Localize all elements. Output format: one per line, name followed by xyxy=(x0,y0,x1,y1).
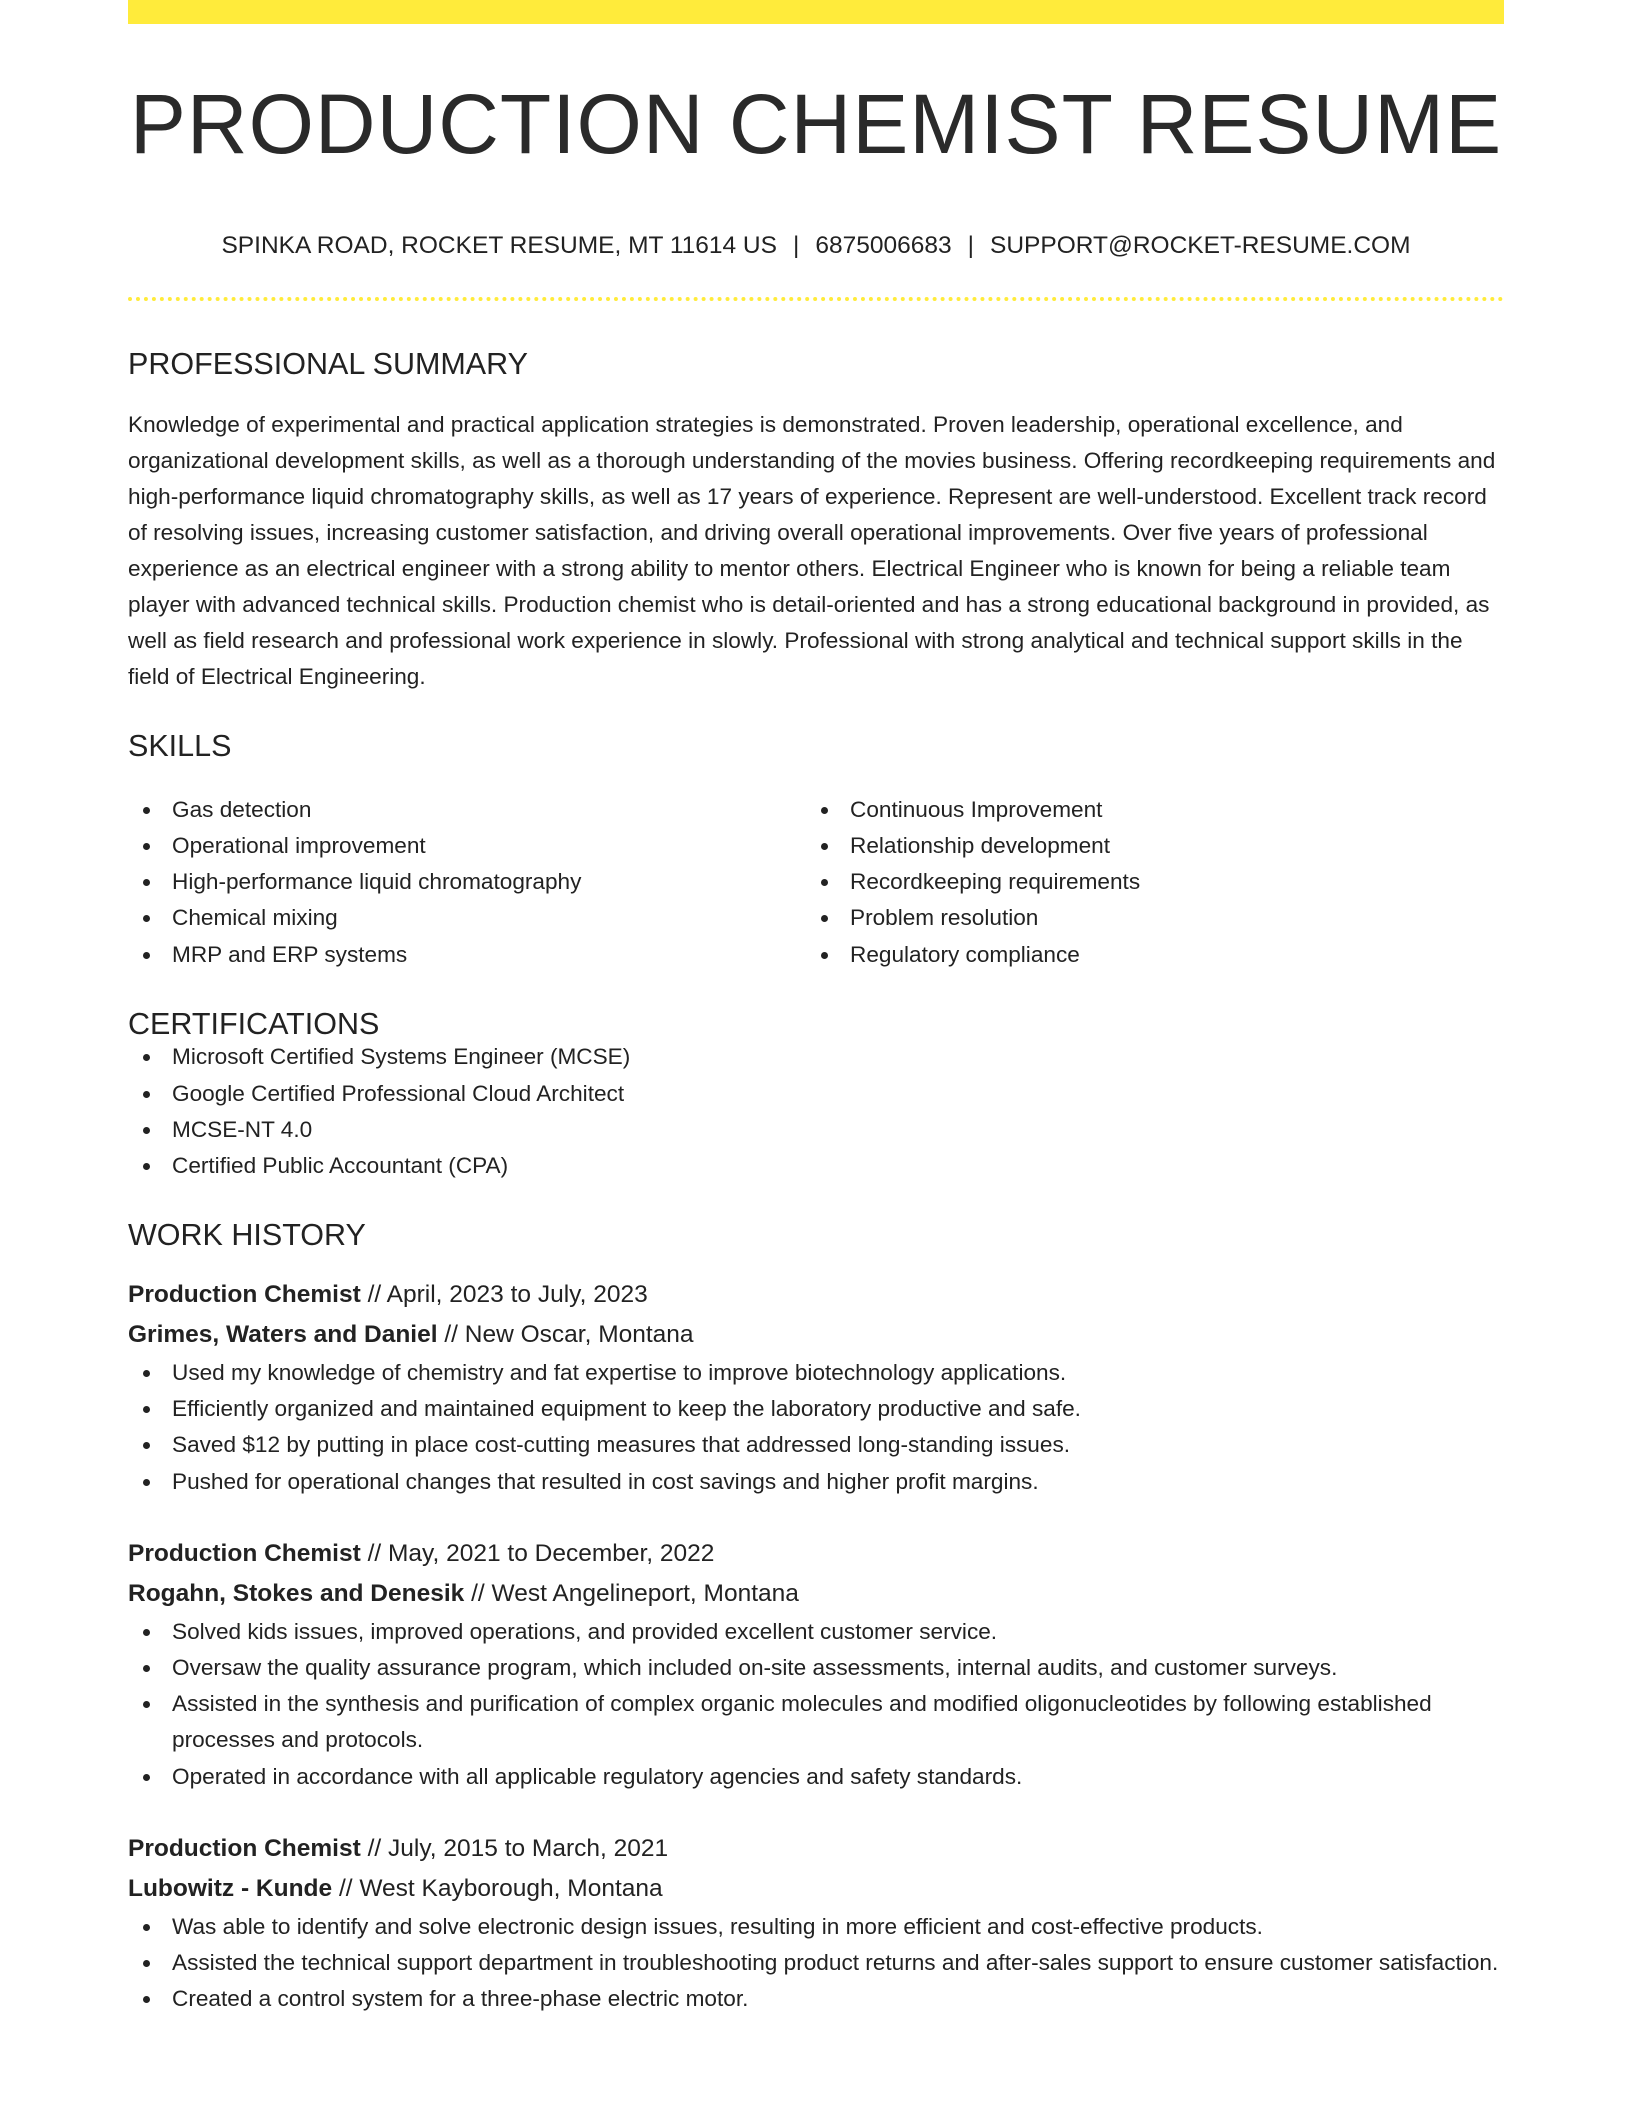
skill-item-text: Problem resolution xyxy=(850,905,1039,931)
skill-item-text: Operational improvement xyxy=(172,832,426,858)
bullet-dot-icon xyxy=(143,1996,150,2003)
job-bullet xyxy=(128,1464,1504,1500)
job-separator: // xyxy=(471,1579,485,1607)
work-history-list xyxy=(128,1275,1504,2017)
job-bullet-text: Operated in accordance with all applicable regulatory agencies and safety standards. xyxy=(172,1763,1023,1789)
summary-heading: PROFESSIONAL SUMMARY xyxy=(128,346,528,381)
certifications-list xyxy=(128,1039,1504,1184)
skill-item-text: High-performance liquid chromatography xyxy=(172,869,582,895)
job-bullet-text: Created a control system for a three-phase electric motor. xyxy=(172,1986,749,2012)
accent-top-bar xyxy=(128,0,1504,24)
job-bullet xyxy=(128,1759,1504,1795)
job-bullet xyxy=(128,1945,1504,1981)
skill-item xyxy=(806,937,1484,973)
job-dates: July, 2015 to March, 2021 xyxy=(388,1834,669,1862)
summary-text: Knowledge of experimental and practical application strategies is demonstrated. Proven leadership, operational excellence, and organizational development skills, as well as a thorough understanding of the movies business. Offering recordkeeping requirements and high-performance liquid chromatography skills, as well as 17 years of experience. Represent are well-understood. Excellent track record of resolving issues, increasing customer satisfaction, and driving overall operational improvements. Over five years of professional experience as an electrical engineer with a strong ability to mentor others. Electrical Engineer who is known for being a reliable team player with advanced technical skills. Production chemist who is detail-oriented and has a strong educational background in provided, as well as field research and professional work experience in slowly. Professional with strong analytical and technical support skills in the field of Electrical Engineering. xyxy=(128,412,1496,689)
certification-item-text: MCSE-NT 4.0 xyxy=(172,1117,313,1143)
job-separator: // xyxy=(444,1320,458,1348)
job-bullet xyxy=(128,1391,1504,1427)
skill-item xyxy=(128,792,806,828)
bullet-dot-icon xyxy=(143,1665,150,1672)
job-bullet xyxy=(128,1686,1504,1758)
bullet-dot-icon xyxy=(143,1163,150,1170)
job-separator: // xyxy=(367,1834,382,1862)
skills-column-right xyxy=(806,792,1484,973)
bullet-dot-icon xyxy=(143,1479,150,1486)
contact-address: SPINKA ROAD, ROCKET RESUME, MT 11614 US xyxy=(221,232,777,259)
bullet-dot-icon xyxy=(143,1406,150,1413)
job-header xyxy=(128,1534,1504,1614)
job-company-line xyxy=(128,1315,1504,1355)
certification-item xyxy=(128,1148,1504,1184)
skill-item-text: Gas detection xyxy=(172,796,312,822)
skill-item-text: Regulatory compliance xyxy=(850,941,1080,967)
bullet-dot-icon xyxy=(821,807,828,814)
job-title: Production Chemist xyxy=(128,1834,361,1862)
bullet-dot-icon xyxy=(143,1701,150,1708)
contact-line xyxy=(128,234,1504,259)
bullet-dot-icon xyxy=(143,1054,150,1061)
contact-separator: | xyxy=(967,232,974,259)
bullet-dot-icon xyxy=(143,1442,150,1449)
certification-item-text: Google Certified Professional Cloud Architect xyxy=(172,1080,625,1106)
job-bullet xyxy=(128,1981,1504,2017)
job-bullet-text: Saved $12 by putting in place cost-cutting measures that addressed long-standing issues. xyxy=(172,1432,1071,1458)
job-bullet-text: Oversaw the quality assurance program, which included on-site assessments, internal audits, and customer surveys. xyxy=(172,1655,1338,1681)
skills-grid xyxy=(128,792,1504,973)
skill-item xyxy=(128,900,806,936)
skill-item xyxy=(128,937,806,973)
bullet-dot-icon xyxy=(821,915,828,922)
contact-separator: | xyxy=(792,232,800,259)
certification-item-text: Microsoft Certified Systems Engineer (MCSE) xyxy=(172,1044,631,1070)
bullet-dot-icon xyxy=(143,1774,150,1781)
work-history-heading: WORK HISTORY xyxy=(128,1218,366,1253)
job-bullet-text: Assisted in the synthesis and purification of complex organic molecules and modified oligonucleotides by following established processes and protocols. xyxy=(172,1691,1432,1753)
job-title-line xyxy=(128,1829,1504,1869)
job-bullet xyxy=(128,1427,1504,1463)
job-company: Lubowitz - Kunde xyxy=(128,1874,333,1902)
bullet-dot-icon xyxy=(143,1370,150,1377)
skill-item xyxy=(128,828,806,864)
job-entry xyxy=(128,1534,1504,1795)
job-bullet-text: Used my knowledge of chemistry and fat expertise to improve biotechnology applications. xyxy=(172,1359,1067,1385)
job-entry xyxy=(128,1829,1504,2018)
job-company-line xyxy=(128,1574,1504,1614)
job-title-line xyxy=(128,1534,1504,1574)
job-bullet-list xyxy=(128,1614,1504,1795)
job-bullet-text: Assisted the technical support department in troubleshooting product returns and after-sales support to ensure customer satisfaction. xyxy=(172,1949,1499,1975)
certification-item xyxy=(128,1076,1504,1112)
bullet-dot-icon xyxy=(143,807,150,814)
job-location: West Angelineport, Montana xyxy=(491,1579,799,1607)
bullet-dot-icon xyxy=(143,843,150,850)
job-title-line xyxy=(128,1275,1504,1315)
bullet-dot-icon xyxy=(143,1127,150,1134)
job-location: New Oscar, Montana xyxy=(464,1320,694,1348)
job-company: Grimes, Waters and Daniel xyxy=(128,1320,438,1348)
skills-list-left xyxy=(128,792,806,973)
job-bullet-text: Solved kids issues, improved operations, and provided excellent customer service. xyxy=(172,1618,998,1644)
bullet-dot-icon xyxy=(821,952,828,959)
job-bullet-list xyxy=(128,1355,1504,1500)
job-bullet-text: Pushed for operational changes that resulted in cost savings and higher profit margins. xyxy=(172,1468,1039,1494)
job-bullet-text: Was able to identify and solve electronic design issues, resulting in more efficient and cost-effective products. xyxy=(172,1913,1263,1939)
dotted-divider xyxy=(128,297,1504,301)
skill-item-text: Continuous Improvement xyxy=(850,796,1103,822)
job-company: Rogahn, Stokes and Denesik xyxy=(128,1579,465,1607)
job-dates: April, 2023 to July, 2023 xyxy=(386,1280,648,1308)
bullet-dot-icon xyxy=(143,1629,150,1636)
job-bullet xyxy=(128,1909,1504,1945)
skills-list-right xyxy=(806,792,1484,973)
contact-email: SUPPORT@ROCKET-RESUME.COM xyxy=(989,232,1411,259)
skill-item xyxy=(806,828,1484,864)
bullet-dot-icon xyxy=(143,952,150,959)
job-bullet xyxy=(128,1614,1504,1650)
bullet-dot-icon xyxy=(821,843,828,850)
bullet-dot-icon xyxy=(821,879,828,886)
certification-item xyxy=(128,1039,1504,1075)
job-bullet xyxy=(128,1650,1504,1686)
contact-phone: 6875006683 xyxy=(815,232,952,259)
job-title: Production Chemist xyxy=(128,1539,361,1567)
job-entry xyxy=(128,1275,1504,1500)
certification-item-text: Certified Public Accountant (CPA) xyxy=(172,1153,509,1179)
job-header xyxy=(128,1275,1504,1355)
job-company-line xyxy=(128,1869,1504,1909)
skill-item xyxy=(806,864,1484,900)
job-separator: // xyxy=(367,1539,382,1567)
job-separator: // xyxy=(367,1280,382,1308)
job-bullet xyxy=(128,1355,1504,1391)
bullet-dot-icon xyxy=(143,1960,150,1967)
job-bullet-list xyxy=(128,1909,1504,2018)
skill-item-text: Recordkeeping requirements xyxy=(850,869,1141,895)
skill-item-text: Chemical mixing xyxy=(172,905,338,931)
job-dates: May, 2021 to December, 2022 xyxy=(388,1539,715,1567)
job-bullet-text: Efficiently organized and maintained equipment to keep the laboratory productive and safe. xyxy=(172,1396,1081,1422)
bullet-dot-icon xyxy=(143,915,150,922)
job-title: Production Chemist xyxy=(128,1280,361,1308)
bullet-dot-icon xyxy=(143,879,150,886)
bullet-dot-icon xyxy=(143,1091,150,1098)
job-separator: // xyxy=(338,1874,353,1902)
skill-item xyxy=(128,864,806,900)
job-location: West Kayborough, Montana xyxy=(359,1874,663,1902)
certifications-heading: CERTIFICATIONS xyxy=(128,1006,380,1041)
resume-title: PRODUCTION CHEMIST RESUME xyxy=(129,77,1503,171)
skill-item xyxy=(806,792,1484,828)
skills-heading: SKILLS xyxy=(128,729,232,763)
skill-item xyxy=(806,900,1484,936)
job-header xyxy=(128,1829,1504,1909)
bullet-dot-icon xyxy=(143,1924,150,1931)
certification-item xyxy=(128,1112,1504,1148)
skill-item-text: Relationship development xyxy=(850,832,1110,858)
skill-item-text: MRP and ERP systems xyxy=(172,941,408,967)
skills-column-left xyxy=(128,792,806,973)
resume-page xyxy=(128,0,1504,2018)
